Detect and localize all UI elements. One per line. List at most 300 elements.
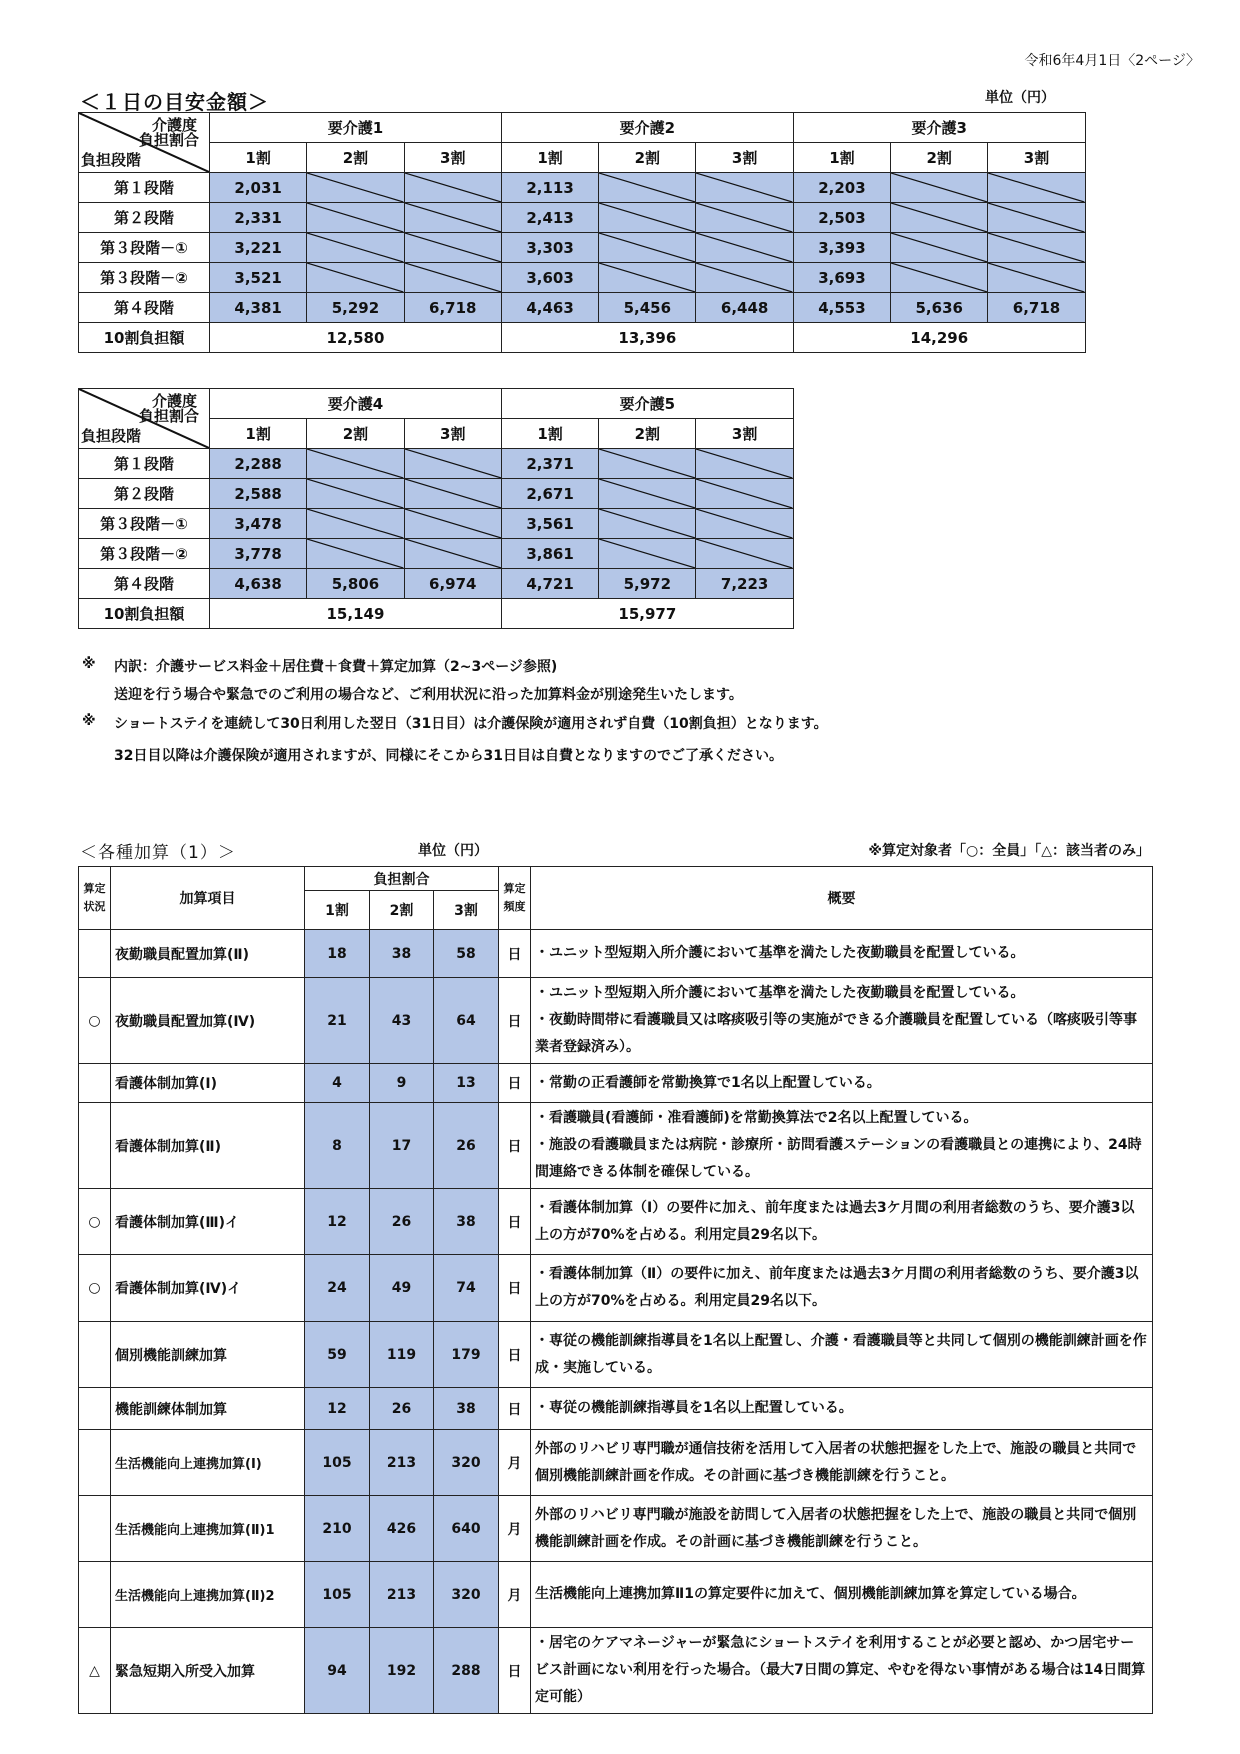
ratio-header: 1割: [210, 419, 307, 449]
not-applicable-cell: [696, 479, 793, 509]
addon-item-name: 看護体制加算(Ⅲ)イ: [111, 1189, 305, 1255]
diagonal-strike-icon: [405, 449, 501, 478]
diagonal-strike-icon: [599, 449, 695, 478]
not-applicable-cell: [891, 173, 988, 203]
header-item: 加算項目: [111, 867, 305, 930]
addon-frequency: 月: [499, 1496, 531, 1562]
daily-unit-label: 単位（円）: [985, 90, 1055, 106]
not-applicable-cell: [599, 173, 696, 203]
stage-label: 第１段階: [79, 449, 210, 479]
diagonal-strike-icon: [405, 539, 501, 568]
corner-header-cell: [79, 113, 210, 173]
not-applicable-cell: [696, 173, 793, 203]
diagonal-strike-icon: [891, 233, 987, 262]
diagonal-strike-icon: [696, 509, 792, 538]
ratio-header: 1割: [501, 419, 598, 449]
note-mark-2: ※: [82, 713, 96, 729]
fee-cell: 3,778: [210, 539, 307, 569]
addon-status: [79, 1496, 111, 1562]
addon-value-1: 8: [305, 1103, 370, 1189]
fee-cell: 5,636: [891, 293, 988, 323]
diagonal-strike-icon: [599, 263, 695, 292]
stage-row: [79, 203, 1086, 233]
addon-summary-line: 外部のリハビリ専門職が施設を訪問して入居者の状態把握をした上で、施設の職員と共同で個別機能訓練計画を作成。その計画に基づき機能訓練を行うこと。: [535, 1506, 1137, 1550]
addon-value-2: 9: [370, 1064, 434, 1103]
fee-cell: 4,381: [210, 293, 307, 323]
addon-item-name: 緊急短期入所受入加算: [111, 1628, 305, 1714]
fee-cell: 6,974: [404, 569, 501, 599]
diagonal-strike-icon: [696, 263, 792, 292]
addon-row: [79, 1430, 1153, 1496]
addon-status: ○: [79, 978, 111, 1064]
stage-label: 第４段階: [79, 293, 210, 323]
addon-row: [79, 1103, 1153, 1189]
note-mark-1: ※: [82, 656, 96, 672]
full-burden-label: 10割負担額: [79, 599, 210, 629]
addon-status: [79, 1562, 111, 1628]
not-applicable-cell: [988, 173, 1085, 203]
fee-cell: 4,638: [210, 569, 307, 599]
addon-status: ○: [79, 1255, 111, 1322]
corner-care-level-label: 介護度: [151, 116, 197, 134]
addon-value-3: 58: [434, 930, 499, 978]
corner-care-level-label: 介護度: [151, 392, 197, 410]
corner-stage-label: 負担段階: [81, 151, 142, 169]
addons-legend: ※算定対象者「○：全員」「△：該当者のみ」: [868, 843, 1150, 859]
not-applicable-cell: [988, 233, 1085, 263]
fee-cell: 3,478: [210, 509, 307, 539]
stage-label: 第３段階－②: [79, 539, 210, 569]
not-applicable-cell: [696, 449, 793, 479]
addon-status: [79, 1064, 111, 1103]
diagonal-strike-icon: [599, 203, 695, 232]
addon-value-2: 38: [370, 930, 434, 978]
ratio-header: 2割: [891, 143, 988, 173]
addon-summary-line: 生活機能向上連携加算Ⅱ1の算定要件に加えて、個別機能訓練加算を算定している場合。: [535, 1586, 1086, 1602]
diagonal-strike-icon: [307, 233, 403, 262]
addon-summary: [531, 1103, 1153, 1189]
care-level-header: 要介護3: [793, 113, 1085, 143]
addon-value-1: 21: [305, 978, 370, 1064]
ratio-header: 2割: [599, 419, 696, 449]
diagonal-strike-icon: [405, 233, 501, 262]
note-line-3: ショートステイを連続して30日利用した翌日（31日目）は介護保険が適用されず自費（10割負担）となります。: [114, 716, 828, 732]
addon-summary: [531, 1255, 1153, 1322]
addon-item-name: 機能訓練体制加算: [111, 1388, 305, 1430]
addon-frequency: 日: [499, 1322, 531, 1388]
diagonal-strike-icon: [696, 203, 792, 232]
not-applicable-cell: [599, 263, 696, 293]
addon-row: [79, 1322, 1153, 1388]
fee-cell: 3,561: [501, 509, 598, 539]
daily-fee-table2: [78, 388, 794, 629]
stage-row: [79, 233, 1086, 263]
diagonal-strike-icon: [696, 479, 792, 508]
not-applicable-cell: [307, 203, 404, 233]
addon-value-2: 213: [370, 1430, 434, 1496]
addon-frequency: 月: [499, 1430, 531, 1496]
not-applicable-cell: [599, 233, 696, 263]
addon-summary-line: ・施設の看護職員または病院・診療所・訪問看護ステーションの看護職員との連携により、24時間連絡できる体制を確保している。: [535, 1137, 1142, 1180]
stage-label: 第３段階－①: [79, 233, 210, 263]
addon-item-name: 看護体制加算(Ⅱ): [111, 1103, 305, 1189]
fee-cell: 3,693: [793, 263, 890, 293]
full-burden-value: 14,296: [793, 323, 1085, 353]
diagonal-strike-icon: [599, 233, 695, 262]
corner-ratio-label: 負担割合: [138, 131, 199, 149]
not-applicable-cell: [404, 233, 501, 263]
fee-cell: 2,413: [501, 203, 598, 233]
ratio-header: 3割: [988, 143, 1085, 173]
addon-value-1: 12: [305, 1189, 370, 1255]
not-applicable-cell: [404, 449, 501, 479]
fee-cell: 5,972: [599, 569, 696, 599]
fee-cell: 2,031: [210, 173, 307, 203]
header-ratio-group: 負担割合: [305, 867, 499, 891]
header-summary: 概要: [531, 867, 1153, 930]
diagonal-strike-icon: [696, 539, 792, 568]
stage-row: [79, 509, 794, 539]
fee-cell: 2,671: [501, 479, 598, 509]
addon-value-1: 105: [305, 1562, 370, 1628]
header-ratio-1: 1割: [305, 891, 370, 930]
addon-summary: [531, 978, 1153, 1064]
stage-label: 第２段階: [79, 203, 210, 233]
header-frequency: 算定頻度: [499, 867, 531, 930]
diagonal-strike-icon: [599, 509, 695, 538]
addon-value-1: 59: [305, 1322, 370, 1388]
stage-row: [79, 569, 794, 599]
ratio-header: 2割: [307, 143, 404, 173]
addon-value-3: 38: [434, 1388, 499, 1430]
addon-status: ○: [79, 1189, 111, 1255]
addon-summary: [531, 1064, 1153, 1103]
addon-value-2: 192: [370, 1628, 434, 1714]
fee-cell: 2,503: [793, 203, 890, 233]
addon-summary-line: ・ユニット型短期入所介護において基準を満たした夜勤職員を配置している。: [535, 945, 1025, 961]
diagonal-strike-icon: [891, 263, 987, 292]
diagonal-strike-icon: [988, 173, 1084, 202]
addon-item-name: 夜勤職員配置加算(Ⅳ): [111, 978, 305, 1064]
fee-cell: 5,292: [307, 293, 404, 323]
stage-row: [79, 449, 794, 479]
not-applicable-cell: [307, 263, 404, 293]
diagonal-strike-icon: [696, 449, 792, 478]
stage-label: 第１段階: [79, 173, 210, 203]
addon-value-3: 74: [434, 1255, 499, 1322]
addon-value-2: 17: [370, 1103, 434, 1189]
addon-value-3: 288: [434, 1628, 499, 1714]
addon-summary: [531, 1322, 1153, 1388]
ratio-header: 3割: [404, 143, 501, 173]
addon-frequency: 日: [499, 930, 531, 978]
addon-frequency: 日: [499, 1255, 531, 1322]
addon-summary-line: 外部のリハビリ専門職が通信技術を活用して入居者の状態把握をした上で、施設の職員と共同で個別機能訓練計画を作成。その計画に基づき機能訓練を行うこと。: [535, 1440, 1137, 1484]
not-applicable-cell: [696, 539, 793, 569]
fee-cell: 2,588: [210, 479, 307, 509]
stage-row: [79, 539, 794, 569]
diagonal-strike-icon: [307, 539, 403, 568]
diagonal-strike-icon: [599, 173, 695, 202]
not-applicable-cell: [307, 539, 404, 569]
addon-item-name: 看護体制加算(Ⅰ): [111, 1064, 305, 1103]
diagonal-strike-icon: [696, 173, 792, 202]
addon-value-2: 426: [370, 1496, 434, 1562]
addon-value-3: 320: [434, 1430, 499, 1496]
care-level-header: 要介護1: [210, 113, 502, 143]
ratio-header: 1割: [210, 143, 307, 173]
full-burden-row: [79, 599, 794, 629]
addon-item-name: 生活機能向上連携加算(Ⅰ): [111, 1430, 305, 1496]
addon-item-name: 生活機能向上連携加算(Ⅱ)1: [111, 1496, 305, 1562]
corner-stage-label: 負担段階: [81, 427, 142, 445]
not-applicable-cell: [988, 263, 1085, 293]
not-applicable-cell: [599, 509, 696, 539]
diagonal-strike-icon: [307, 173, 403, 202]
addon-value-2: 213: [370, 1562, 434, 1628]
addon-value-3: 64: [434, 978, 499, 1064]
fee-cell: 3,393: [793, 233, 890, 263]
header-status: 算定状況: [79, 867, 111, 930]
not-applicable-cell: [891, 233, 988, 263]
note-line-1: 内訳：介護サービス料金＋居住費＋食費＋算定加算（2~3ページ参照): [114, 659, 558, 675]
ratio-header: 3割: [696, 143, 793, 173]
addon-item-name: 生活機能向上連携加算(Ⅱ)2: [111, 1562, 305, 1628]
addon-value-1: 12: [305, 1388, 370, 1430]
addon-value-1: 210: [305, 1496, 370, 1562]
not-applicable-cell: [599, 203, 696, 233]
stage-row: [79, 173, 1086, 203]
fee-cell: 5,806: [307, 569, 404, 599]
addon-value-1: 24: [305, 1255, 370, 1322]
not-applicable-cell: [696, 263, 793, 293]
addon-value-3: 38: [434, 1189, 499, 1255]
not-applicable-cell: [696, 233, 793, 263]
fee-cell: 2,288: [210, 449, 307, 479]
fee-cell: 5,456: [599, 293, 696, 323]
diagonal-strike-icon: [988, 233, 1084, 262]
ratio-header: 1割: [793, 143, 890, 173]
addon-status: [79, 930, 111, 978]
not-applicable-cell: [307, 509, 404, 539]
fee-cell: 6,718: [404, 293, 501, 323]
addon-value-3: 26: [434, 1103, 499, 1189]
fee-cell: 3,603: [501, 263, 598, 293]
not-applicable-cell: [307, 449, 404, 479]
addons-unit-label: 単位（円）: [418, 843, 488, 859]
addon-row: [79, 978, 1153, 1064]
addon-summary: [531, 1628, 1153, 1714]
fee-cell: 6,718: [988, 293, 1085, 323]
care-level-header: 要介護5: [501, 389, 793, 419]
full-burden-value: 15,977: [501, 599, 793, 629]
diagonal-strike-icon: [696, 233, 792, 262]
stage-label: 第４段階: [79, 569, 210, 599]
addon-summary: [531, 1562, 1153, 1628]
addon-value-2: 119: [370, 1322, 434, 1388]
addon-status: △: [79, 1628, 111, 1714]
addon-value-2: 26: [370, 1189, 434, 1255]
addon-item-name: 個別機能訓練加算: [111, 1322, 305, 1388]
fee-cell: 3,861: [501, 539, 598, 569]
not-applicable-cell: [404, 539, 501, 569]
addon-frequency: 日: [499, 1064, 531, 1103]
diagonal-strike-icon: [405, 203, 501, 232]
addon-summary: [531, 1388, 1153, 1430]
addon-value-1: 94: [305, 1628, 370, 1714]
addon-value-1: 105: [305, 1430, 370, 1496]
stage-label: 第３段階－①: [79, 509, 210, 539]
fee-cell: 3,521: [210, 263, 307, 293]
fee-cell: 2,331: [210, 203, 307, 233]
addon-row: [79, 1255, 1153, 1322]
addon-row: [79, 1189, 1153, 1255]
ratio-header: 3割: [696, 419, 793, 449]
fee-cell: 4,721: [501, 569, 598, 599]
addon-summary: [531, 1189, 1153, 1255]
not-applicable-cell: [404, 263, 501, 293]
addon-item-name: 看護体制加算(Ⅳ)イ: [111, 1255, 305, 1322]
not-applicable-cell: [891, 263, 988, 293]
diagonal-strike-icon: [307, 479, 403, 508]
date-page-label: 令和6年4月1日〈2ページ〉: [1024, 53, 1200, 69]
not-applicable-cell: [307, 233, 404, 263]
full-burden-value: 12,580: [210, 323, 502, 353]
addon-row: [79, 1562, 1153, 1628]
addon-value-3: 320: [434, 1562, 499, 1628]
fee-cell: 2,203: [793, 173, 890, 203]
corner-ratio-label: 負担割合: [138, 407, 199, 425]
addon-summary-line: ・常勤の正看護師を常勤換算で1名以上配置している。: [535, 1074, 881, 1091]
addon-status: [79, 1322, 111, 1388]
not-applicable-cell: [404, 479, 501, 509]
corner-header-cell: [79, 389, 210, 449]
diagonal-strike-icon: [599, 539, 695, 568]
addon-status: [79, 1388, 111, 1430]
not-applicable-cell: [988, 203, 1085, 233]
diagonal-strike-icon: [307, 509, 403, 538]
addon-summary-line: ・居宅のケアマネージャーが緊急にショートステイを利用することが必要と認め、かつ居宅サービス計画にない利用を行った場合。（最大7日間の算定、やむを得ない事情がある場合は14日間算定可能）: [535, 1635, 1146, 1705]
addon-frequency: 日: [499, 978, 531, 1064]
addon-summary: [531, 930, 1153, 978]
stage-row: [79, 293, 1086, 323]
full-burden-value: 13,396: [501, 323, 793, 353]
care-level-header: 要介護2: [501, 113, 793, 143]
diagonal-strike-icon: [307, 263, 403, 292]
not-applicable-cell: [404, 509, 501, 539]
addons-table: [78, 866, 1153, 1714]
not-applicable-cell: [307, 479, 404, 509]
not-applicable-cell: [696, 509, 793, 539]
header-ratio-3: 3割: [434, 891, 499, 930]
addon-value-3: 13: [434, 1064, 499, 1103]
diagonal-strike-icon: [307, 203, 403, 232]
fee-cell: 3,221: [210, 233, 307, 263]
daily-section-title: ＜１日の目安金額＞: [80, 90, 269, 114]
addon-frequency: 日: [499, 1628, 531, 1714]
fee-cell: 3,303: [501, 233, 598, 263]
addon-value-1: 18: [305, 930, 370, 978]
ratio-header: 3割: [404, 419, 501, 449]
care-level-header: 要介護4: [210, 389, 502, 419]
addon-row: [79, 1496, 1153, 1562]
addon-row: [79, 1064, 1153, 1103]
addon-row: [79, 1388, 1153, 1430]
addon-row: [79, 1628, 1153, 1714]
addon-summary-line: ・専従の機能訓練指導員を1名以上配置し、介護・看護職員等と共同して個別の機能訓練計画を作成・実施している。: [535, 1332, 1147, 1376]
ratio-header: 2割: [307, 419, 404, 449]
not-applicable-cell: [696, 203, 793, 233]
addon-frequency: 月: [499, 1562, 531, 1628]
addon-frequency: 日: [499, 1103, 531, 1189]
stage-row: [79, 479, 794, 509]
diagonal-strike-icon: [405, 479, 501, 508]
addon-summary: [531, 1430, 1153, 1496]
diagonal-strike-icon: [599, 479, 695, 508]
fee-cell: 2,371: [501, 449, 598, 479]
not-applicable-cell: [599, 479, 696, 509]
addon-summary-line: ・専従の機能訓練指導員を1名以上配置している。: [535, 1400, 853, 1416]
not-applicable-cell: [891, 203, 988, 233]
addon-value-3: 640: [434, 1496, 499, 1562]
note-line-4: 32日目以降は介護保険が適用されますが、同様にそこから31日目は自費となりますのでご了承ください。: [114, 748, 783, 764]
stage-label: 第３段階－②: [79, 263, 210, 293]
addon-summary-line: ・看護体制加算（Ⅰ）の要件に加え、前年度または過去3ケ月間の利用者総数のうち、要介護3以上の方が70%を占める。利用定員29名以下。: [535, 1199, 1135, 1243]
addon-value-2: 26: [370, 1388, 434, 1430]
addon-value-3: 179: [434, 1322, 499, 1388]
addon-row: [79, 930, 1153, 978]
not-applicable-cell: [599, 449, 696, 479]
fee-cell: 2,113: [501, 173, 598, 203]
diagonal-strike-icon: [891, 173, 987, 202]
addon-status: [79, 1103, 111, 1189]
addon-summary-line: ・夜勤時間帯に看護職員又は喀痰吸引等の実施ができる介護職員を配置している（喀痰吸引等事業者登録済み）。: [535, 1012, 1137, 1055]
addon-value-2: 43: [370, 978, 434, 1064]
diagonal-strike-icon: [405, 173, 501, 202]
diagonal-strike-icon: [988, 203, 1084, 232]
diagonal-strike-icon: [988, 263, 1084, 292]
note-line-2: 送迎を行う場合や緊急でのご利用の場合など、ご利用状況に沿った加算料金が別途発生いたします。: [114, 687, 743, 703]
stage-label: 第２段階: [79, 479, 210, 509]
addon-frequency: 日: [499, 1189, 531, 1255]
header-ratio-2: 2割: [370, 891, 434, 930]
diagonal-strike-icon: [891, 203, 987, 232]
addon-summary-line: ・看護体制加算（Ⅱ）の要件に加え、前年度または過去3ケ月間の利用者総数のうち、要介護3以上の方が70%を占める。利用定員29名以下。: [535, 1266, 1139, 1309]
addon-summary-line: ・看護職員(看護師・准看護師)を常勤換算法で2名以上配置している。: [535, 1110, 978, 1126]
ratio-header: 1割: [501, 143, 598, 173]
full-burden-label: 10割負担額: [79, 323, 210, 353]
diagonal-strike-icon: [405, 263, 501, 292]
not-applicable-cell: [307, 173, 404, 203]
daily-fee-table1: [78, 112, 1086, 353]
full-burden-row: [79, 323, 1086, 353]
diagonal-strike-icon: [405, 509, 501, 538]
ratio-header: 2割: [599, 143, 696, 173]
not-applicable-cell: [599, 539, 696, 569]
addon-frequency: 日: [499, 1388, 531, 1430]
not-applicable-cell: [404, 173, 501, 203]
stage-row: [79, 263, 1086, 293]
addon-item-name: 夜勤職員配置加算(Ⅱ): [111, 930, 305, 978]
fee-cell: 6,448: [696, 293, 793, 323]
addons-section-title: ＜各種加算（1）＞: [80, 843, 236, 863]
fee-cell: 4,553: [793, 293, 890, 323]
addon-summary: [531, 1496, 1153, 1562]
fee-cell: 7,223: [696, 569, 793, 599]
full-burden-value: 15,149: [210, 599, 502, 629]
addon-summary-line: ・ユニット型短期入所介護において基準を満たした夜勤職員を配置している。: [535, 985, 1025, 1001]
not-applicable-cell: [404, 203, 501, 233]
